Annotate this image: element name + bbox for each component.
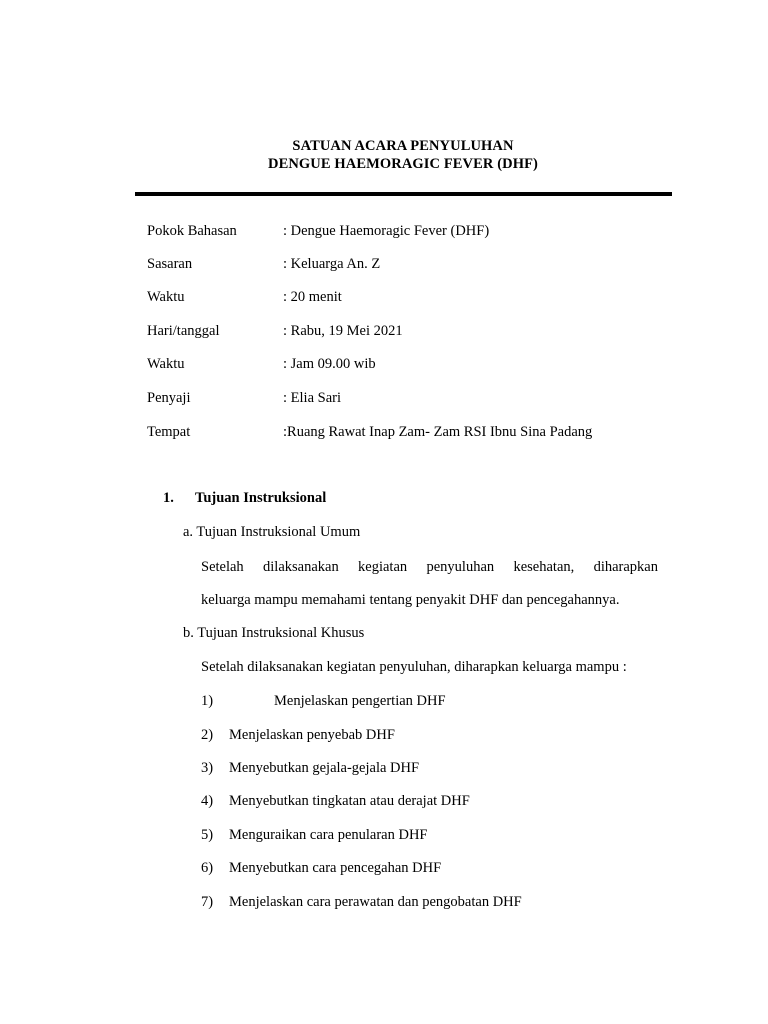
list-item: Menguraikan cara penularan DHF (229, 827, 428, 843)
info-label-penyaji: Penyaji (147, 390, 191, 406)
subsection-b-intro: Setelah dilaksanakan kegiatan penyuluhan, diharapkan keluarga mampu : (201, 659, 627, 675)
list-item: Menjelaskan cara perawatan dan pengobatan DHF (229, 894, 522, 910)
info-value-tempat: :Ruang Rawat Inap Zam- Zam RSI Ibnu Sina Padang (283, 424, 593, 440)
list-item-number: 6) (201, 860, 214, 876)
subsection-a-paragraph-line-1: Setelah dilaksanakan kegiatan penyuluhan kesehatan, diharapkan (201, 559, 658, 575)
list-item: Menjelaskan penyebab DHF (229, 727, 395, 743)
list-item: Menyebutkan tingkatan atau derajat DHF (229, 793, 470, 809)
document-title-line-2: DENGUE HAEMORAGIC FEVER (DHF) (268, 156, 538, 172)
info-value-waktu: : 20 menit (283, 289, 342, 305)
info-label-waktu-jam: Waktu (147, 356, 185, 372)
subsection-a-label: a. Tujuan Instruksional Umum (183, 524, 361, 540)
list-item-number: 2) (201, 727, 214, 743)
list-item-number: 3) (201, 760, 214, 776)
info-label-waktu: Waktu (147, 289, 185, 305)
list-item: Menyebutkan gejala-gejala DHF (229, 760, 420, 776)
section-number: 1. (163, 490, 174, 506)
info-value-pokok-bahasan: : Dengue Haemoragic Fever (DHF) (283, 223, 490, 239)
list-item-number: 4) (201, 793, 214, 809)
list-item: Menjelaskan pengertian DHF (274, 693, 446, 709)
info-value-sasaran: : Keluarga An. Z (283, 256, 381, 272)
list-item-number: 1) (201, 693, 214, 709)
info-value-hari-tanggal: : Rabu, 19 Mei 2021 (283, 323, 403, 339)
info-value-penyaji: : Elia Sari (283, 390, 341, 406)
title-divider (135, 192, 672, 196)
subsection-a-paragraph-line-2: keluarga mampu memahami tentang penyakit DHF dan pencegahannya. (201, 592, 620, 608)
info-label-hari-tanggal: Hari/tanggal (147, 323, 220, 339)
info-label-sasaran: Sasaran (147, 256, 193, 272)
list-item-number: 5) (201, 827, 214, 843)
info-label-pokok-bahasan: Pokok Bahasan (147, 223, 237, 239)
subsection-b-label: b. Tujuan Instruksional Khusus (183, 625, 365, 641)
section-heading: Tujuan Instruksional (195, 490, 327, 506)
list-item: Menyebutkan cara pencegahan DHF (229, 860, 442, 876)
list-item-number: 7) (201, 894, 214, 910)
info-label-tempat: Tempat (147, 424, 191, 440)
info-value-waktu-jam: : Jam 09.00 wib (283, 356, 376, 372)
document-title-line-1: SATUAN ACARA PENYULUHAN (292, 138, 514, 154)
